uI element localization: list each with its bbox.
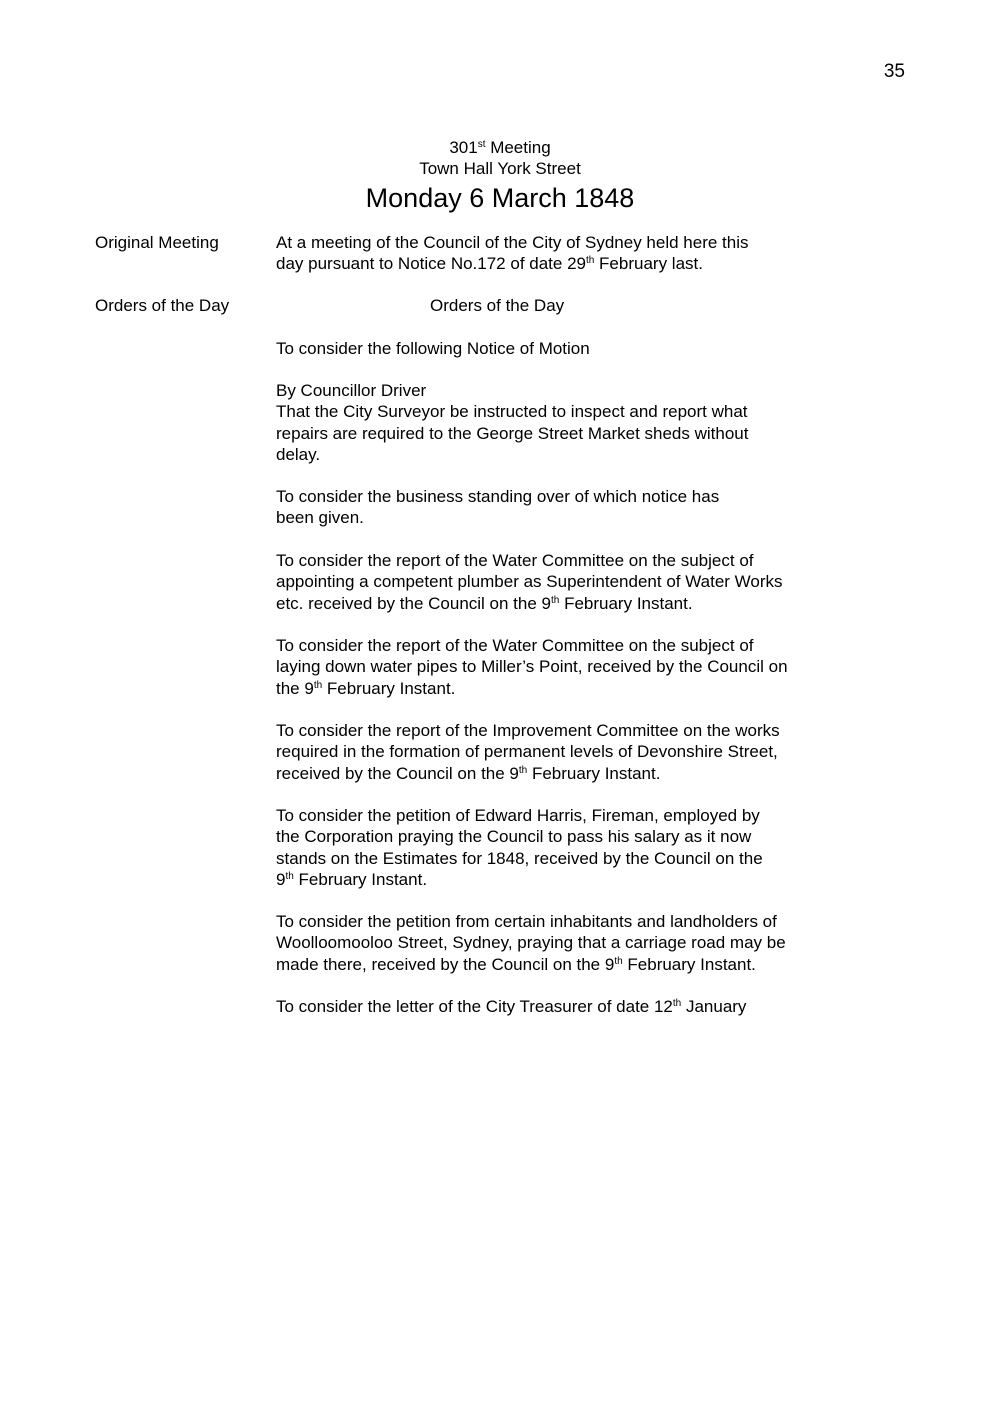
- paragraph-line: To consider the business standing over of which notice has: [276, 487, 720, 506]
- ordinal-suffix: th: [672, 998, 682, 1009]
- text-run: February last.: [594, 254, 703, 274]
- paragraph-line: the Corporation praying the Council to pass his salary as it now: [276, 827, 752, 847]
- paragraph-line: laying down water pipes to Miller’s Point, received by the Council on: [276, 657, 788, 677]
- page-number: 35: [883, 61, 905, 82]
- ordinal-suffix: th: [585, 255, 595, 267]
- meeting-header: [300, 137, 700, 215]
- text-run: To consider the letter of the City Treasurer of date 12: [276, 997, 673, 1016]
- meeting-location: Town Hall York Street: [419, 159, 581, 178]
- paragraph-line: That the City Surveyor be instructed to inspect and report what: [276, 402, 748, 422]
- text-run: etc. received by the Council on the 9: [276, 593, 551, 613]
- paragraph-line: By Councillor Driver: [276, 381, 427, 400]
- order-paragraph-edward-harris-petition: [276, 805, 846, 890]
- paragraph-line: To consider the report of the Water Committee on the subject of: [276, 636, 754, 655]
- order-paragraph-councillor-driver: [276, 380, 846, 465]
- paragraph-line: [276, 996, 846, 1017]
- order-paragraph-water-committee-plumber: [276, 550, 846, 614]
- original-meeting-paragraph: [276, 232, 846, 275]
- paragraph-line: To consider the following Notice of Motion: [276, 339, 590, 358]
- text-run: made there, received by the Council on the 9: [276, 954, 615, 974]
- meeting-word: Meeting: [485, 138, 551, 157]
- paragraph-line: been given.: [276, 508, 364, 528]
- meeting-number-value: 301: [449, 138, 478, 157]
- paragraph-line: stands on the Estimates for 1848, received by the Council on the: [276, 848, 763, 868]
- order-paragraph-notice-of-motion: [276, 338, 846, 359]
- text-run: February Instant.: [622, 954, 756, 974]
- paragraph-line: appointing a competent plumber as Superintendent of Water Works: [276, 572, 783, 592]
- paragraph-line: required in the formation of permanent levels of Devonshire Street,: [276, 742, 778, 762]
- paragraph-line: [276, 593, 846, 614]
- paragraph-line: To consider the petition from certain inhabitants and landholders of: [276, 912, 777, 931]
- order-paragraph-improvement-committee: [276, 720, 846, 784]
- text-run: received by the Council on the 9: [276, 763, 519, 783]
- paragraph-line: To consider the report of the Improvement Committee on the works: [276, 721, 780, 740]
- ordinal-suffix: th: [285, 870, 294, 882]
- paragraph-line: [276, 869, 846, 890]
- order-paragraph-business-standing-over: [276, 486, 846, 529]
- text-run: February Instant.: [322, 678, 456, 698]
- paragraph-line: To consider the petition of Edward Harris, Fireman, employed by: [276, 806, 760, 825]
- meeting-number-suffix: st: [477, 139, 486, 150]
- text-run: February Instant.: [293, 869, 428, 889]
- margin-label-orders-of-the-day: Orders of the Day: [95, 296, 230, 315]
- order-paragraph-woolloomooloo-petition: [276, 911, 846, 975]
- margin-label-original-meeting: Original Meeting: [95, 233, 219, 252]
- text-run: 9: [276, 869, 286, 889]
- paragraph-line: To consider the report of the Water Committee on the subject of: [276, 551, 754, 570]
- paragraph-line: [276, 253, 846, 274]
- text-run: January: [681, 997, 747, 1016]
- paragraph-line: repairs are required to the George Street Market sheds without: [276, 423, 749, 443]
- ordinal-suffix: th: [518, 764, 528, 776]
- order-paragraph-city-treasurer-letter: [276, 996, 846, 1017]
- ordinal-suffix: th: [313, 679, 323, 691]
- paragraph-line: Woolloomooloo Street, Sydney, praying that a carriage road may be: [276, 933, 786, 953]
- ordinal-suffix: th: [614, 955, 623, 967]
- meeting-date-title: Monday 6 March 1848: [365, 183, 635, 213]
- text-run: February Instant.: [559, 593, 693, 613]
- meeting-number: [300, 137, 700, 158]
- text-run: the 9: [276, 678, 314, 698]
- text-run: February Instant.: [527, 763, 661, 783]
- paragraph-line: [276, 678, 846, 699]
- text-run: day pursuant to Notice No.172 of date 29: [276, 254, 586, 274]
- order-paragraph-water-committee-pipes: [276, 635, 846, 699]
- paragraph-line: [276, 763, 846, 784]
- paragraph-line: [276, 954, 846, 975]
- paragraph-line: delay.: [276, 444, 321, 464]
- ordinal-suffix: th: [551, 594, 560, 606]
- orders-of-the-day-heading: Orders of the Day: [430, 296, 565, 315]
- paragraph-line: At a meeting of the Council of the City of Sydney held here this: [276, 233, 749, 252]
